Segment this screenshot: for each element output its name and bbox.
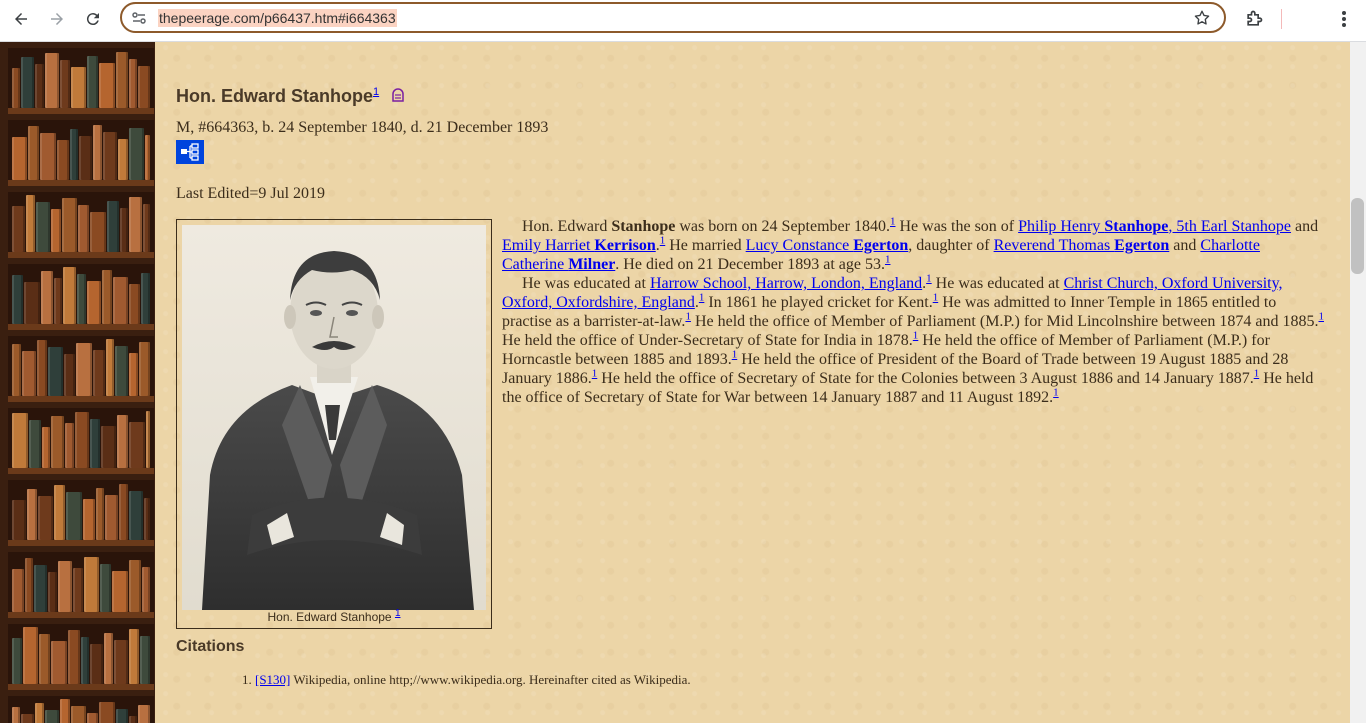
link-text: , 5th Earl Stanhope xyxy=(1168,218,1292,235)
arrow-right-icon xyxy=(48,10,66,28)
college-link[interactable]: Christ Church, Oxford University, Oxford, Oxfordshire, England xyxy=(502,275,1283,311)
back-button[interactable] xyxy=(7,5,35,33)
forward-button[interactable] xyxy=(43,5,71,33)
bio-text: He held the office of Member of Parliament (M.P.) for Mid Lincolnshire between 1874 and 1885. xyxy=(690,313,1319,330)
book-spine xyxy=(42,427,50,468)
book-spine xyxy=(71,67,86,108)
shelf-board xyxy=(8,252,154,258)
bio-text: , daughter of xyxy=(908,237,994,254)
book-spine xyxy=(54,278,62,324)
book-spine xyxy=(38,496,53,540)
bio-paragraph-2 xyxy=(502,274,1326,407)
book-spine xyxy=(129,560,141,612)
bio-text: He married xyxy=(665,237,746,254)
bio-text: He held the office of Member of Parliament (M.P.) for Horncastle between 1885 and 1893. xyxy=(502,332,1270,368)
book-spine xyxy=(34,565,47,612)
book-spine xyxy=(129,422,145,468)
book-spine xyxy=(57,140,69,180)
book-spine xyxy=(64,354,75,396)
shelf-board xyxy=(8,684,154,690)
book-spine xyxy=(24,282,40,324)
citation-link[interactable]: 1 xyxy=(1253,367,1260,380)
book-spine xyxy=(23,627,38,684)
shelf-board xyxy=(8,468,154,474)
book-spine xyxy=(27,489,37,540)
book-spine xyxy=(26,195,35,252)
book-spine xyxy=(58,561,72,612)
book-spine xyxy=(139,342,150,396)
browser-toolbar xyxy=(0,0,1366,42)
link-text: Reverend Thomas xyxy=(993,237,1115,254)
link-surname: Stanhope xyxy=(1104,218,1169,235)
book-spine xyxy=(90,419,100,468)
book-spine xyxy=(100,564,111,612)
book-spine xyxy=(129,716,137,723)
book-spine xyxy=(112,571,128,612)
citation-link[interactable]: 1 xyxy=(591,367,598,380)
book-spine xyxy=(143,204,150,252)
shelf-row xyxy=(8,336,154,402)
bio-paragraph-1 xyxy=(502,217,1326,274)
citation-text: Wikipedia, online http;//www.wikipedia.org. Hereinafter cited as Wikipedia. xyxy=(290,672,691,687)
book-spine xyxy=(76,343,92,396)
book-spine xyxy=(141,273,150,324)
citation-number: 1. xyxy=(242,672,252,687)
citation-link[interactable]: 1 xyxy=(1318,310,1324,323)
bio-text: He held the office of Secretary of State for War between 14 January 1887 and 11 August 1892. xyxy=(502,370,1314,406)
father-in-law-link[interactable] xyxy=(994,237,1170,254)
bio-text: He was admitted to Inner Temple in 1865 entitled to practise as a barrister-at-law. xyxy=(502,294,1277,330)
bio-text: was born on 24 September 1840. xyxy=(675,218,890,235)
bio-text: . He died on 21 December 1893 at age 53. xyxy=(615,256,885,273)
vitals-line: M, #664363, b. 24 September 1840, d. 21 December 1893 xyxy=(176,119,549,136)
book-spine xyxy=(12,137,27,180)
book-spine xyxy=(146,411,150,468)
family-tree-button[interactable] xyxy=(176,140,204,164)
citation-link[interactable]: 1 xyxy=(926,272,932,285)
citation-link[interactable]: 1 xyxy=(889,215,896,228)
portrait-frame xyxy=(176,219,492,629)
book-spine xyxy=(12,413,28,468)
book-spine xyxy=(102,270,112,324)
book-spine xyxy=(145,135,150,180)
portrait-citation-link[interactable]: 1 xyxy=(394,608,401,619)
book-spine xyxy=(51,209,61,252)
book-spine xyxy=(118,139,128,180)
address-bar[interactable] xyxy=(120,2,1226,33)
bio-text: . xyxy=(655,237,660,254)
book-spine xyxy=(117,415,128,468)
shelf-board xyxy=(8,324,154,330)
citation-link[interactable]: 1 xyxy=(685,310,691,323)
shelf-row xyxy=(8,48,154,114)
portrait-caption-text: Hon. Edward Stanhope xyxy=(267,610,392,624)
link-text: Lucy Constance xyxy=(745,237,854,254)
citation-link[interactable]: 1 xyxy=(698,291,705,304)
book-spine xyxy=(81,637,89,684)
book-spine xyxy=(129,197,142,252)
bio-text: In 1861 he played cricket for Kent. xyxy=(704,294,933,311)
book-spine xyxy=(40,133,56,180)
vertical-scrollbar[interactable] xyxy=(1350,42,1366,723)
book-spine xyxy=(12,206,25,252)
book-spine xyxy=(93,350,105,396)
puzzle-icon xyxy=(1244,9,1264,29)
citation-link[interactable]: 1 xyxy=(912,329,919,342)
book-spine xyxy=(37,340,47,396)
book-spine xyxy=(103,132,117,180)
book-spine xyxy=(35,703,44,723)
book-spine xyxy=(106,339,114,396)
shelf-row xyxy=(8,120,154,186)
bio-text: and xyxy=(1291,218,1319,235)
bio-text: He was the son of xyxy=(895,218,1019,235)
book-spine xyxy=(60,60,70,108)
book-spine xyxy=(87,281,101,324)
shelf-row xyxy=(8,552,154,618)
bookmark-star-icon[interactable] xyxy=(1192,8,1212,28)
book-spine xyxy=(41,271,53,324)
book-spine xyxy=(99,63,115,108)
citations-heading: Citations xyxy=(176,638,245,655)
book-spine xyxy=(138,66,150,108)
book-spine xyxy=(12,569,24,612)
bio-text: Hon. Edward xyxy=(522,218,612,235)
book-spine xyxy=(51,641,67,684)
book-spine xyxy=(144,498,150,540)
book-spine xyxy=(90,644,103,684)
book-spine xyxy=(12,707,20,723)
bio-text: . xyxy=(694,294,699,311)
book-spine xyxy=(77,274,86,324)
mother-link[interactable] xyxy=(502,237,656,254)
link-text: Philip Henry xyxy=(1018,218,1105,235)
citations-list xyxy=(242,672,691,688)
book-spine xyxy=(70,129,78,180)
book-spine xyxy=(129,353,138,396)
shelf-row xyxy=(8,480,154,546)
shelf-row xyxy=(8,408,154,474)
bio-text: He held the office of President of the Board of Trade between 19 August 1885 and 28 January 1886. xyxy=(502,351,1289,387)
book-spine xyxy=(71,706,86,723)
citation-link[interactable]: 1 xyxy=(659,234,666,247)
book-spine xyxy=(45,53,59,108)
book-spine xyxy=(129,491,143,540)
reload-button[interactable] xyxy=(79,5,107,33)
book-spine xyxy=(116,52,128,108)
shelf-board xyxy=(8,180,154,186)
book-spine xyxy=(96,488,104,540)
book-spine xyxy=(28,126,39,180)
book-spine xyxy=(12,344,21,396)
book-spine xyxy=(35,64,44,108)
shelf-row xyxy=(8,696,154,723)
book-spine xyxy=(129,59,137,108)
book-spine xyxy=(48,572,57,612)
book-spine xyxy=(83,499,95,540)
last-edited: Last Edited=9 Jul 2019 xyxy=(176,185,326,202)
shelf-board xyxy=(8,108,154,114)
person-heading xyxy=(176,82,406,108)
book-spine xyxy=(115,346,128,396)
book-spine xyxy=(84,557,99,612)
book-spine xyxy=(87,56,98,108)
citation-link[interactable]: 1 xyxy=(1053,386,1059,399)
book-spine xyxy=(12,638,22,684)
book-spine xyxy=(107,201,119,252)
kebab-menu-icon xyxy=(1341,10,1347,28)
citation-link[interactable]: 1 xyxy=(884,253,891,266)
name-citation-link[interactable]: 1 xyxy=(373,86,380,98)
bio-text: He held the office of Under-Secretary of State for India in 1878. xyxy=(502,332,913,349)
book-spine xyxy=(87,713,98,723)
book-spine xyxy=(36,202,50,252)
bookshelf-border xyxy=(0,42,155,723)
book-spine xyxy=(65,423,74,468)
book-spine xyxy=(63,267,76,324)
bio-text: He held the office of Secretary of State for the Colonies between 3 August 1886 and 14 January 1887. xyxy=(597,370,1254,387)
link-surname: Egerton xyxy=(853,237,909,254)
book-spine xyxy=(99,702,115,723)
site-info-icon[interactable] xyxy=(130,9,148,27)
shelf-board xyxy=(8,612,154,618)
book-spine xyxy=(54,485,65,540)
book-spine xyxy=(114,640,128,684)
book-spine xyxy=(138,705,150,723)
book-spine xyxy=(129,128,144,180)
reload-icon xyxy=(84,10,102,28)
book-spine xyxy=(73,568,83,612)
book-spine xyxy=(120,208,128,252)
school-link[interactable]: Harrow School, Harrow, London, England xyxy=(649,275,923,292)
person-name: Hon. Edward Stanhope xyxy=(176,86,374,106)
bio-text: . xyxy=(922,275,927,292)
gravestone-icon[interactable] xyxy=(390,87,406,108)
book-spine xyxy=(75,412,89,468)
father-link[interactable] xyxy=(1018,218,1291,235)
bio-text: and xyxy=(1169,237,1201,254)
portrait-caption xyxy=(177,608,491,624)
book-spine xyxy=(39,634,50,684)
book-spine xyxy=(129,629,139,684)
book-spine xyxy=(142,567,150,612)
book-spine xyxy=(116,709,128,723)
book-spine xyxy=(101,426,116,468)
book-spine xyxy=(104,633,113,684)
link-surname: Egerton xyxy=(1114,237,1170,254)
browser-menu-button[interactable] xyxy=(1332,6,1356,32)
book-spine xyxy=(21,714,34,723)
book-spine xyxy=(12,275,23,324)
spouse-link[interactable] xyxy=(746,237,909,254)
book-spine xyxy=(105,495,118,540)
scrollbar-thumb[interactable] xyxy=(1351,198,1364,274)
link-text: Charlotte Catherine xyxy=(502,237,1260,273)
book-spine xyxy=(12,68,20,108)
citation-item xyxy=(242,672,691,688)
book-spine xyxy=(21,57,34,108)
family-tree-icon xyxy=(180,143,200,161)
shelf-board xyxy=(8,396,154,402)
book-spine xyxy=(129,284,140,324)
book-spine xyxy=(140,636,150,684)
bio-text: He was educated at xyxy=(931,275,1064,292)
book-spine xyxy=(62,198,77,252)
bio-surname: Stanhope xyxy=(611,218,676,235)
book-spine xyxy=(113,277,128,324)
shelf-board xyxy=(8,540,154,546)
book-spine xyxy=(45,710,59,723)
book-spine xyxy=(78,205,89,252)
shelf-row xyxy=(8,264,154,330)
book-spine xyxy=(93,125,102,180)
shelf-row xyxy=(8,624,154,690)
book-spine xyxy=(22,351,36,396)
book-spine xyxy=(90,212,106,252)
extensions-button[interactable] xyxy=(1241,6,1267,32)
book-spine xyxy=(48,347,63,396)
arrow-left-icon xyxy=(12,10,30,28)
book-spine xyxy=(60,699,70,723)
book-spine xyxy=(79,136,92,180)
book-spine xyxy=(68,630,80,684)
book-spine xyxy=(66,492,82,540)
shelf-row xyxy=(8,192,154,258)
book-spine xyxy=(29,420,41,468)
citation-link[interactable]: 1 xyxy=(932,291,939,304)
link-surname: Milner xyxy=(568,256,616,273)
portrait-image[interactable] xyxy=(182,225,486,610)
link-text: Emily Harriet xyxy=(502,237,595,254)
link-surname: Kerrison xyxy=(594,237,656,254)
url-text[interactable]: thepeerage.com/p66437.htm#i664363 xyxy=(159,10,396,26)
source-link[interactable]: [S130] xyxy=(255,672,291,687)
bio-text: He was educated at xyxy=(522,275,650,292)
book-spine xyxy=(12,500,26,540)
citation-link[interactable]: 1 xyxy=(731,348,738,361)
toolbar-divider xyxy=(1281,9,1282,29)
book-spine xyxy=(119,484,128,540)
biography xyxy=(502,217,1326,407)
person-content xyxy=(176,42,1336,723)
book-spine xyxy=(25,558,33,612)
page-viewport xyxy=(0,42,1350,723)
book-spine xyxy=(51,416,64,468)
